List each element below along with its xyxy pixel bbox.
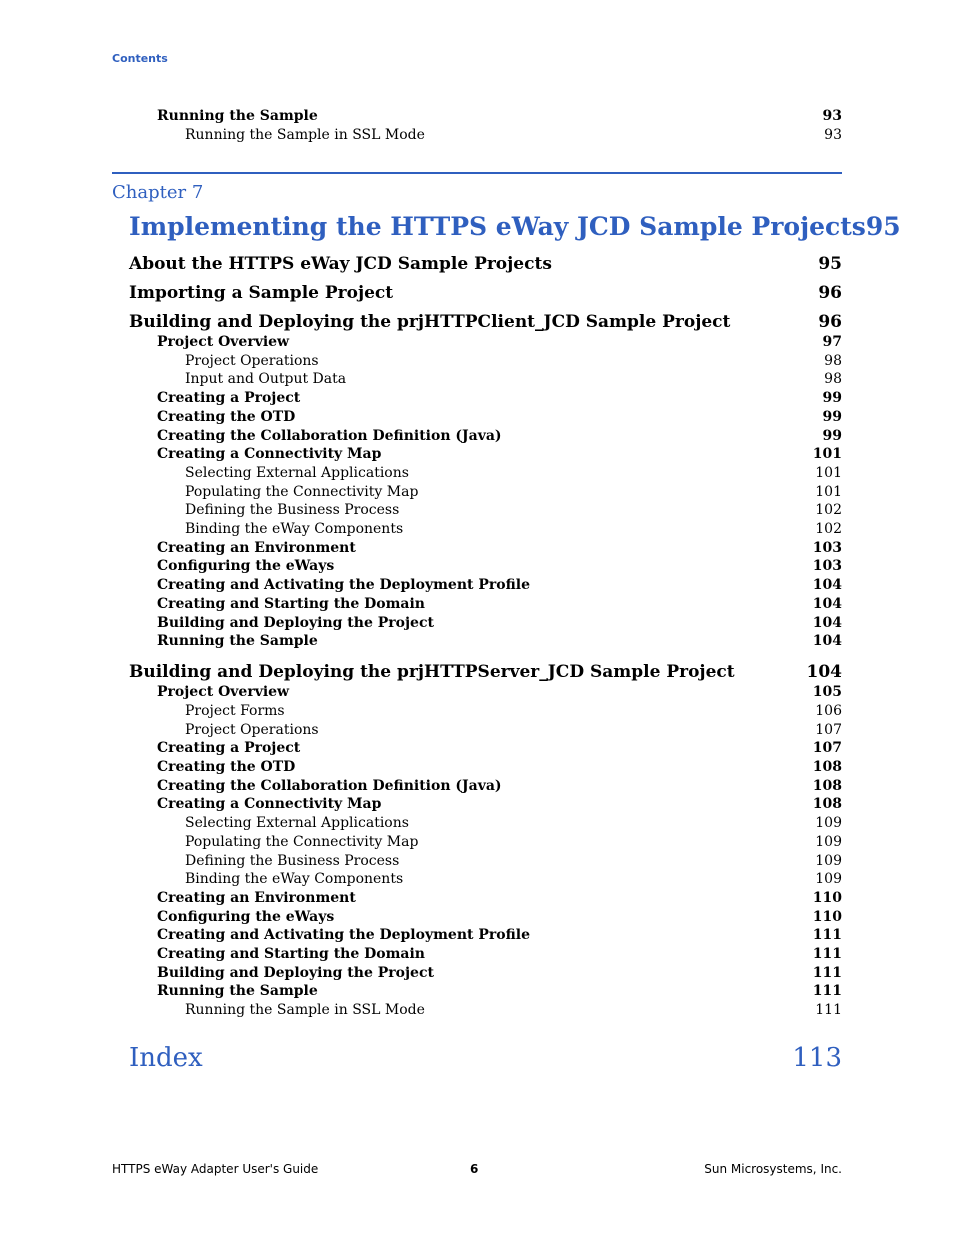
toc-entry[interactable]	[129, 283, 842, 303]
toc-entry-page: 106	[815, 702, 842, 719]
toc-entry-label: Creating a Connectivity Map	[157, 796, 382, 813]
index-page: 113	[792, 1043, 842, 1073]
toc-entry-page: 98	[824, 371, 842, 388]
toc-entry-label: Building and Deploying the prjHTTPClient_JCD Sample Project	[129, 312, 731, 332]
toc-entry-label: Running the Sample	[157, 983, 318, 1000]
toc-entry-label: Creating and Starting the Domain	[157, 595, 425, 612]
toc-entry-label: Creating an Environment	[157, 539, 356, 556]
toc-entry-label: Importing a Sample Project	[129, 283, 394, 303]
toc-entry-page: 104	[812, 633, 842, 650]
toc-entry-page: 110	[812, 889, 842, 906]
toc-entry[interactable]	[157, 596, 842, 612]
toc-entry-page: 101	[812, 446, 842, 463]
toc-entry-label: Building and Deploying the Project	[157, 614, 434, 631]
toc-entry-page: 98	[824, 352, 842, 369]
toc-entry-label: Selecting External Applications	[185, 815, 409, 832]
toc-entry-page: 104	[812, 595, 842, 612]
toc-entry-page: 103	[812, 558, 842, 575]
toc-entry-page: 107	[812, 740, 842, 757]
toc-entry-page: 108	[812, 777, 842, 794]
toc-entry[interactable]	[185, 722, 842, 738]
toc-entry[interactable]	[185, 502, 842, 518]
toc-entry-page: 111	[812, 983, 842, 1000]
toc-entry-label: Populating the Connectivity Map	[185, 483, 419, 500]
running-header: Contents	[112, 52, 168, 65]
toc-entry[interactable]	[157, 778, 842, 794]
toc-entry-label: Input and Output Data	[185, 371, 347, 388]
toc-entry[interactable]	[157, 684, 842, 700]
toc-entry-page: 111	[815, 1002, 842, 1019]
toc-entry-label: Creating the OTD	[157, 759, 296, 775]
toc-entry[interactable]	[157, 390, 842, 406]
toc-entry[interactable]	[157, 108, 842, 124]
toc-entry-label: Project Overview	[157, 684, 290, 701]
toc-entry-label: About the HTTPS eWay JCD Sample Projects	[129, 254, 552, 274]
toc-entry-label: Selecting External Applications	[185, 464, 409, 481]
toc-entry-label: Populating the Connectivity Map	[185, 833, 419, 850]
toc-entry[interactable]	[185, 853, 842, 869]
index-label: Index	[129, 1043, 203, 1073]
toc-entry-page: 99	[822, 390, 842, 407]
toc-entry-page: 111	[812, 946, 842, 962]
toc-entry[interactable]	[185, 465, 842, 481]
toc-entry[interactable]	[157, 428, 842, 444]
toc-entry[interactable]	[157, 615, 842, 631]
toc-entry-page: 93	[822, 108, 842, 124]
toc-entry[interactable]	[185, 834, 842, 850]
toc-entry[interactable]	[157, 927, 842, 943]
toc-entry-page: 109	[815, 815, 842, 832]
toc-entry-label: Project Operations	[185, 721, 319, 738]
toc-entry-page: 111	[812, 927, 842, 944]
toc-entry-page: 101	[815, 483, 842, 500]
toc-entry[interactable]	[157, 540, 842, 556]
toc-entry[interactable]	[157, 558, 842, 574]
toc-entry[interactable]	[129, 662, 842, 682]
toc-entry[interactable]	[129, 312, 842, 332]
toc-entry-page: 99	[822, 408, 842, 425]
toc-entry[interactable]	[185, 127, 842, 143]
chapter-title-page: 95	[865, 212, 901, 241]
chapter-title[interactable]	[129, 212, 901, 241]
index-heading[interactable]	[129, 1043, 842, 1073]
toc-entry-label: Creating and Activating the Deployment Profile	[157, 927, 530, 944]
chapter-rule	[112, 172, 842, 174]
toc-entry-page: 105	[812, 684, 842, 701]
toc-entry-page: 96	[818, 312, 842, 332]
toc-entry[interactable]	[157, 965, 842, 981]
toc-entry-page: 104	[812, 614, 842, 631]
toc-entry[interactable]	[157, 909, 842, 925]
toc-entry-page: 102	[815, 521, 842, 537]
toc-entry-page: 95	[818, 254, 842, 274]
toc-entry-label: Creating an Environment	[157, 889, 356, 906]
toc-entry[interactable]	[157, 946, 842, 962]
footer-doc-title: HTTPS eWay Adapter User's Guide	[112, 1162, 319, 1176]
toc-entry[interactable]	[157, 577, 842, 593]
toc-entry-label: Configuring the eWays	[157, 558, 335, 575]
chapter-title-text: Implementing the HTTPS eWay JCD Sample Projects	[129, 212, 866, 241]
toc-entry-page: 108	[812, 759, 842, 775]
toc-entry-page: 109	[815, 833, 842, 850]
toc-entry-label: Creating a Connectivity Map	[157, 446, 382, 463]
toc-entry-label: Running the Sample in SSL Mode	[185, 1002, 425, 1019]
toc-entry-label: Project Overview	[157, 334, 290, 350]
toc-entry[interactable]	[157, 334, 842, 350]
toc-entry[interactable]	[185, 703, 842, 719]
toc-entry-page: 108	[812, 796, 842, 813]
toc-entry[interactable]	[157, 796, 842, 812]
toc-entry-page: 102	[815, 502, 842, 519]
toc-entry-label: Configuring the eWays	[157, 908, 335, 925]
toc-entry[interactable]	[185, 484, 842, 500]
page-footer	[112, 1162, 842, 1178]
toc-entry-page: 109	[815, 852, 842, 869]
toc-entry-page: 110	[812, 908, 842, 925]
toc-entry-label: Building and Deploying the prjHTTPServer_JCD Sample Project	[129, 662, 735, 683]
toc-entry-label: Binding the eWay Components	[185, 521, 404, 537]
toc-entry[interactable]	[185, 871, 842, 887]
toc-entry[interactable]	[157, 740, 842, 756]
toc-entry-page: 107	[815, 721, 842, 738]
toc-entry-label: Defining the Business Process	[185, 852, 400, 869]
toc-entry-page: 93	[824, 127, 842, 143]
toc-entry[interactable]	[185, 1002, 842, 1018]
footer-company: Sun Microsystems, Inc.	[704, 1162, 842, 1176]
toc-entry-label: Running the Sample	[157, 108, 318, 124]
toc-entry-page: 111	[812, 964, 842, 981]
toc-entry[interactable]	[129, 254, 842, 274]
toc-entry-page: 97	[822, 334, 842, 350]
toc-entry-page: 96	[818, 283, 842, 303]
toc-entry-page: 109	[815, 871, 842, 888]
chapter-label: Chapter 7	[112, 182, 204, 203]
toc-entry-page: 101	[815, 464, 842, 481]
toc-entry[interactable]	[157, 409, 842, 425]
toc-entry-label: Creating and Activating the Deployment Profile	[157, 577, 530, 594]
toc-entry-label: Creating and Starting the Domain	[157, 946, 425, 962]
toc-entry-label: Project Forms	[185, 702, 285, 719]
toc-entry-label: Creating the Collaboration Definition (Java)	[157, 777, 502, 794]
toc-entry[interactable]	[185, 521, 842, 537]
toc-entry-page: 104	[806, 662, 842, 683]
toc-entry-label: Defining the Business Process	[185, 502, 400, 519]
toc-entry-label: Project Operations	[185, 352, 319, 369]
toc-entry-page: 104	[812, 577, 842, 594]
toc-entry-label: Binding the eWay Components	[185, 871, 404, 888]
toc-entry[interactable]	[157, 446, 842, 462]
toc-entry-label: Creating the OTD	[157, 408, 296, 425]
toc-entry-page: 99	[822, 427, 842, 444]
toc-entry-label: Creating a Project	[157, 390, 301, 407]
toc-entry[interactable]	[157, 759, 842, 775]
toc-entry-label: Building and Deploying the Project	[157, 964, 434, 981]
toc-entry-label: Creating the Collaboration Definition (Java)	[157, 427, 502, 444]
toc-entry[interactable]	[157, 633, 842, 649]
toc-entry-page: 103	[812, 539, 842, 556]
toc-entry[interactable]	[185, 371, 842, 387]
toc-entry[interactable]	[157, 890, 842, 906]
toc-entry[interactable]	[185, 815, 842, 831]
footer-page-number: 6	[470, 1162, 479, 1176]
toc-entry[interactable]	[157, 983, 842, 999]
toc-entry-label: Running the Sample	[157, 633, 318, 650]
toc-entry-label: Running the Sample in SSL Mode	[185, 127, 425, 143]
toc-entry-label: Creating a Project	[157, 740, 301, 757]
toc-entry[interactable]	[185, 353, 842, 369]
